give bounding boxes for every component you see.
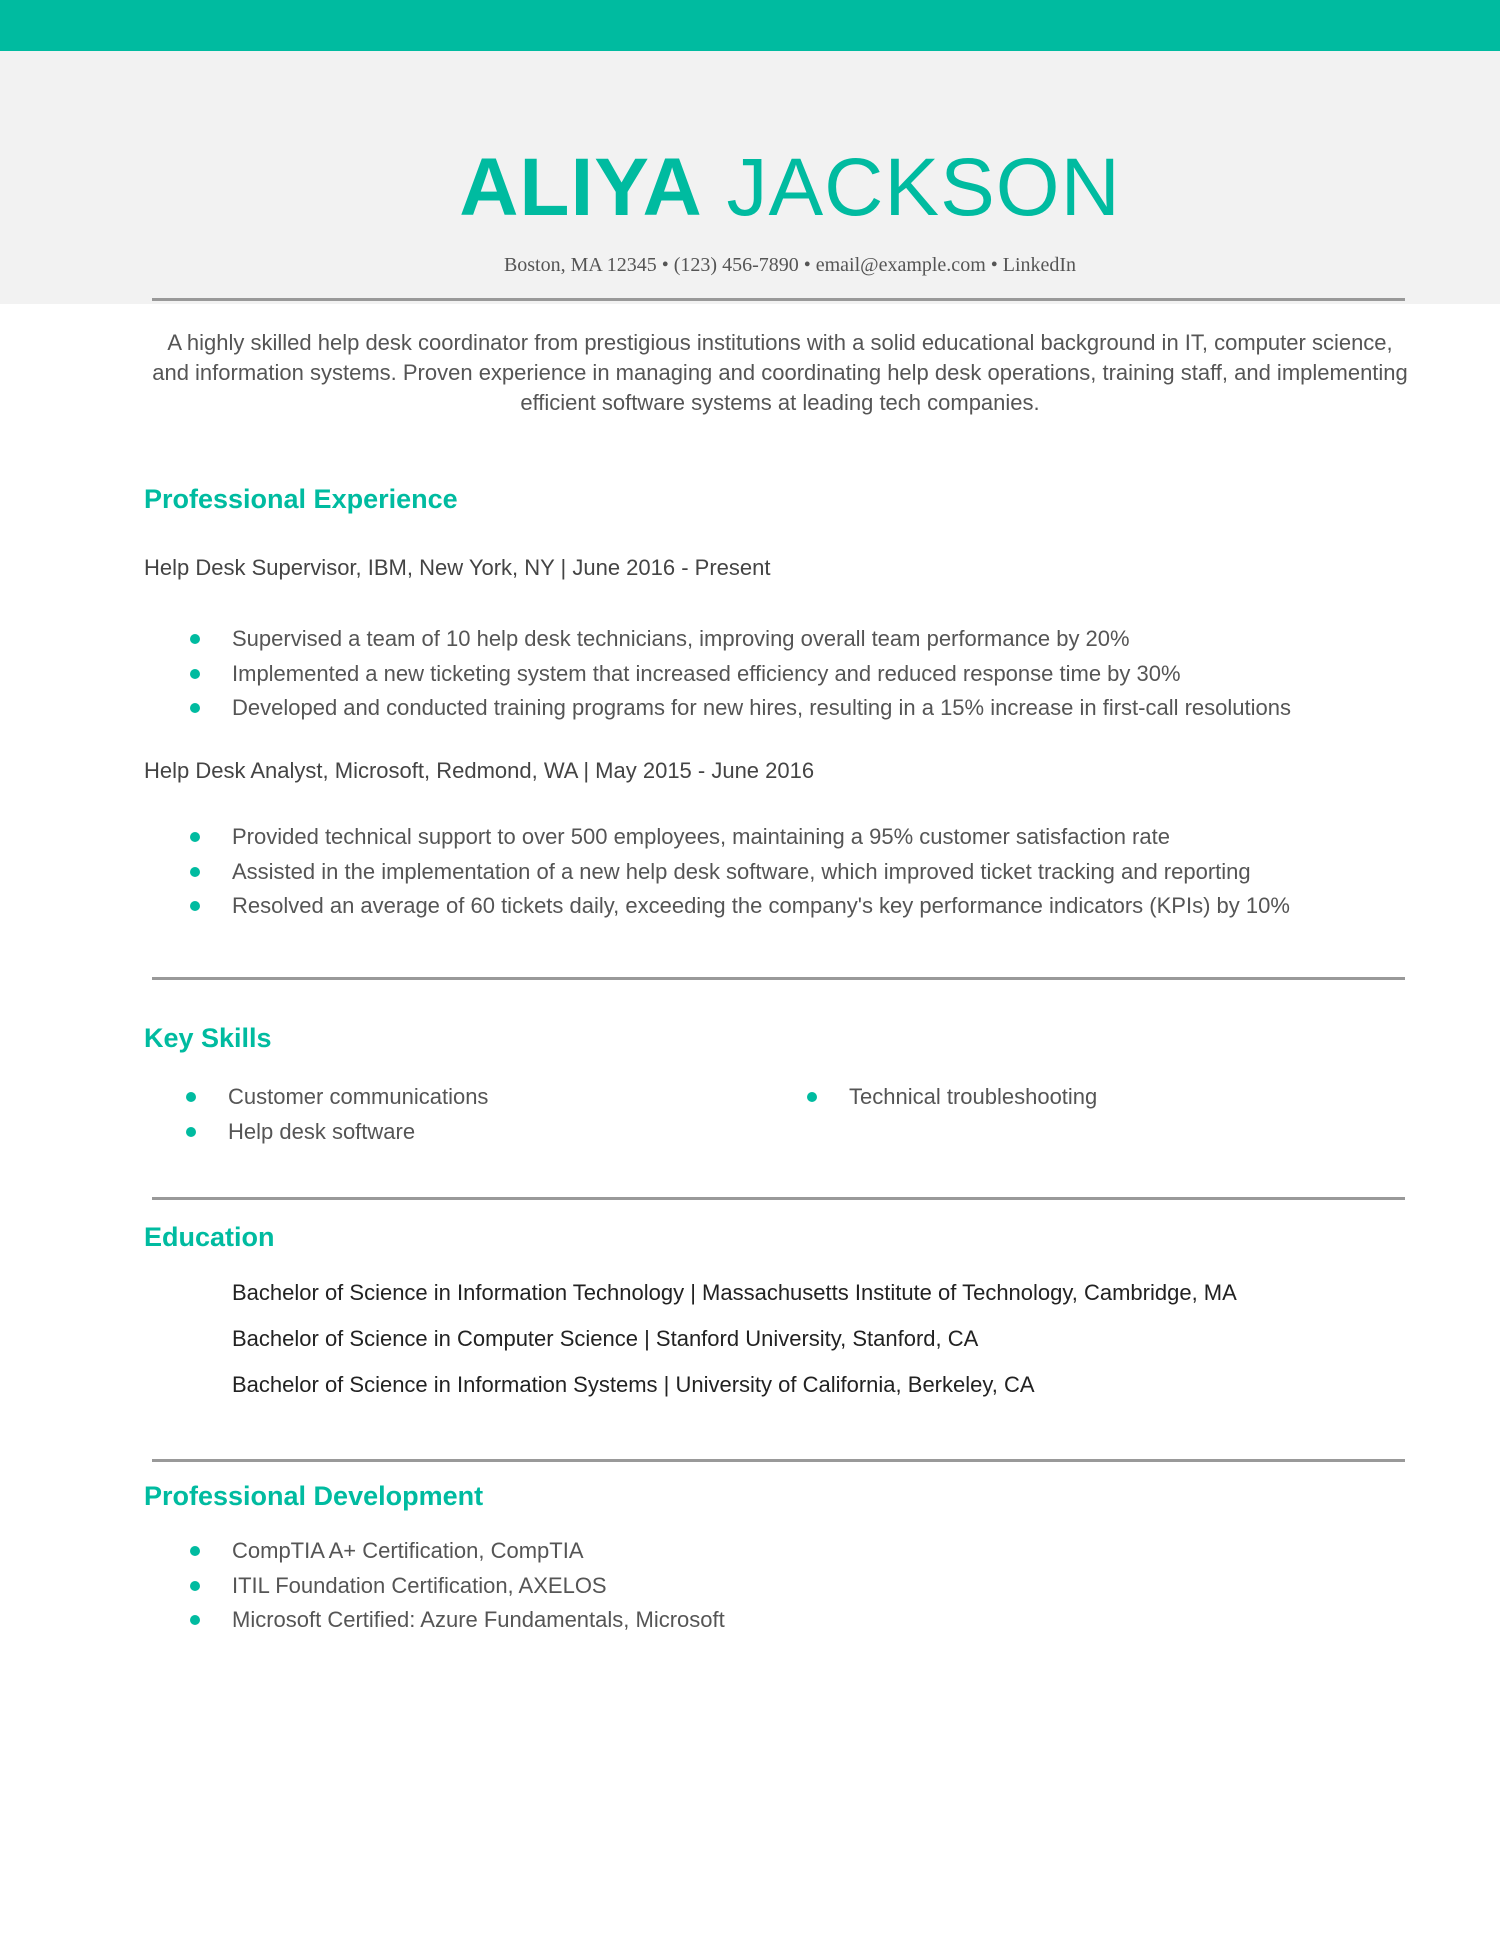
job-heading: Help Desk Supervisor, IBM, New York, NY | June 2016 - Present — [144, 555, 771, 580]
first-name: ALIYA — [459, 142, 703, 233]
bullet-dot-icon — [190, 901, 200, 911]
last-name: JACKSON — [726, 142, 1121, 233]
skill-text: Technical troubleshooting — [849, 1084, 1098, 1109]
bullet-dot-icon — [190, 832, 200, 842]
development-section-title: Professional Development — [144, 1481, 484, 1511]
education-item: Bachelor of Science in Computer Science | Stanford University, Stanford, CA — [232, 1326, 979, 1351]
top-accent-bar — [0, 0, 1500, 51]
header-divider — [152, 298, 1405, 301]
bullet-text: Assisted in the implementation of a new help desk software, which improved ticket tracking and reporting — [232, 858, 1251, 884]
section-divider — [152, 1459, 1405, 1462]
education-item: Bachelor of Science in Information Systems | University of California, Berkeley, CA — [232, 1372, 1035, 1397]
education-section-title: Education — [144, 1222, 275, 1252]
skill-text: Customer communications — [228, 1084, 489, 1109]
bullet-text: Provided technical support to over 500 employees, maintaining a 95% customer satisfaction rate — [232, 824, 1170, 849]
section-divider — [152, 1197, 1405, 1200]
bullet-text: ITIL Foundation Certification, AXELOS — [232, 1572, 607, 1598]
contact-info: Boston, MA 12345 • (123) 456-7890 • email@example.com • LinkedIn — [503, 254, 1077, 276]
bullet-dot-icon — [190, 1581, 200, 1591]
bullet-dot-icon — [807, 1092, 817, 1102]
bullet-text: Supervised a team of 10 help desk technicians, improving overall team performance by 20% — [232, 626, 1130, 651]
summary-paragraph: A highly skilled help desk coordinator from prestigious institutions with a solid educational background in IT, computer science, and information systems. Proven experience in managing and coordinating help desk operations, training staff, and implementing efficient software systems at leading tech companies. — [152, 330, 1408, 415]
skill-text: Help desk software — [228, 1119, 416, 1144]
skills-section-title: Key Skills — [144, 1023, 272, 1053]
bullet-dot-icon — [190, 867, 200, 877]
section-divider — [152, 977, 1405, 980]
bullet-text: Implemented a new ticketing system that increased efficiency and reduced response time by 30% — [232, 660, 1181, 686]
experience-section-title: Professional Experience — [144, 484, 458, 514]
candidate-name — [0, 140, 1500, 236]
bullet-text: Developed and conducted training programs for new hires, resulting in a 15% increase in first-call resolutions — [232, 695, 1291, 720]
bullet-dot-icon — [186, 1127, 196, 1137]
education-item: Bachelor of Science in Information Technology | Massachusetts Institute of Technology, Cambridge, MA — [232, 1280, 1237, 1305]
job-heading: Help Desk Analyst, Microsoft, Redmond, WA | May 2015 - June 2016 — [144, 758, 815, 783]
bullet-dot-icon — [190, 703, 200, 713]
bullet-text: Microsoft Certified: Azure Fundamentals, Microsoft — [232, 1607, 725, 1632]
bullet-text: Resolved an average of 60 tickets daily, exceeding the company's key performance indicators (KPIs) by 10% — [232, 893, 1290, 918]
bullet-dot-icon — [190, 1615, 200, 1625]
bullet-text: CompTIA A+ Certification, CompTIA — [232, 1538, 584, 1563]
skill-item — [0, 1082, 1200, 1117]
bullet-dot-icon — [190, 1546, 200, 1556]
bullet-dot-icon — [190, 634, 200, 644]
skill-item — [0, 1117, 700, 1152]
bullet-dot-icon — [190, 669, 200, 679]
